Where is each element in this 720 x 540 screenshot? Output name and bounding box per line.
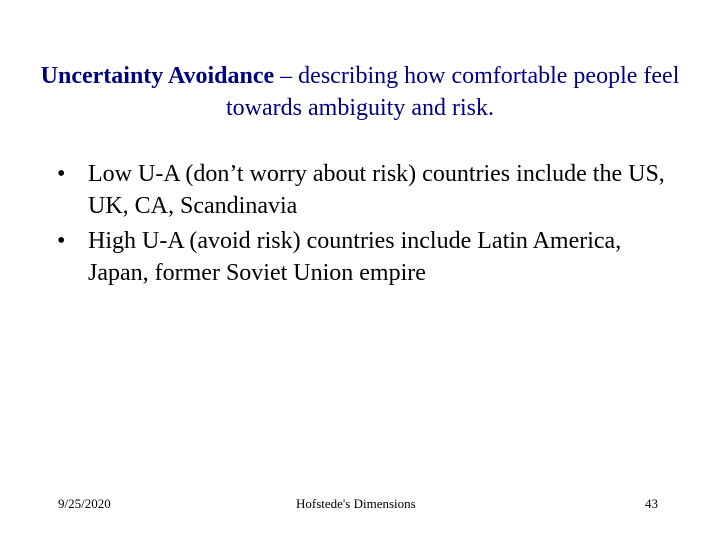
slide-title [40,60,680,124]
bullet-item-low-ua [57,158,677,222]
bullet-icon: • [57,161,66,187]
bullet-list [57,158,677,292]
title-definition: – describing how comfortable people feel towards ambiguity and risk. [226,63,680,121]
bullet-text: Low U-A (don’t worry about risk) countries include the US, UK, CA, Scandinavia [88,161,665,219]
slide-number: 43 [645,496,658,511]
title-term: Uncertainty Avoidance [40,63,275,89]
footer-date: 9/25/2020 [58,496,111,511]
bullet-text: High U-A (avoid risk) countries include Latin America, Japan, former Soviet Union empire [88,228,622,286]
footer-title: Hofstede's Dimensions [296,496,416,511]
bullet-icon: • [57,228,66,254]
bullet-item-high-ua [57,225,677,289]
